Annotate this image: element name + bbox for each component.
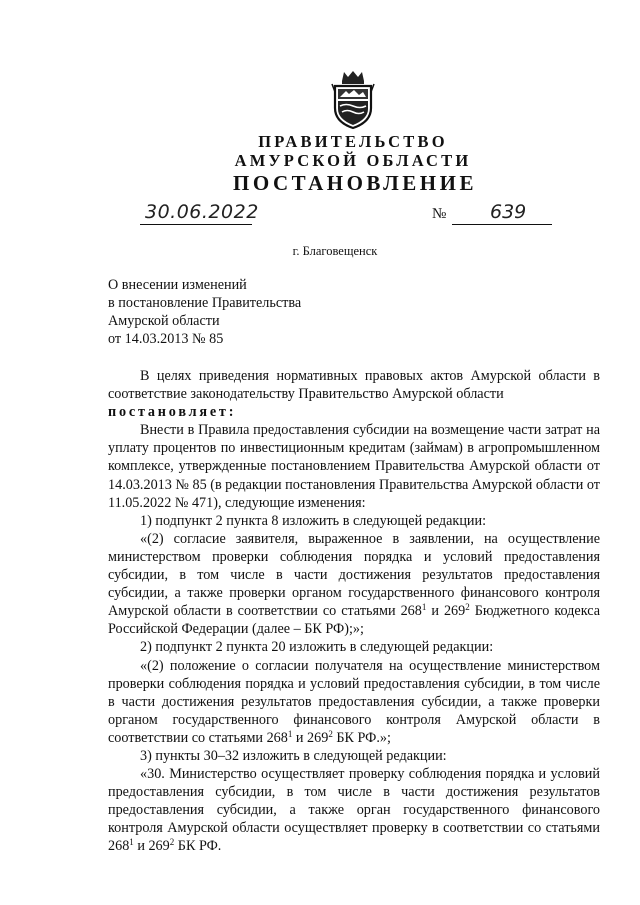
item-2-text-part: и 269 — [292, 729, 329, 746]
item-3-heading: 3) пункты 30–32 изложить в следующей редакции: — [140, 747, 447, 764]
subject-line: в постановление Правительства — [108, 295, 302, 311]
date-underline — [140, 224, 252, 225]
item-1-text — [108, 530, 600, 639]
number-sign: № — [432, 206, 447, 222]
handwritten-date: 30.06.2022 — [145, 201, 259, 223]
amendment-paragraph: Внести в Правила предоставления субсидии на возмещение части затрат на уплату процентов по инвестиционным кредитам (займам) в агропромышленном комплексе, утвержденные постановлением Правительства Амурской области от 14.03.2013 № 85 (в редакции постановления Правительства Амурской области от 11.05.2022 № 471), следующие изменения: — [108, 422, 600, 511]
item-1-heading: 1) подпункт 2 пункта 8 изложить в следующей редакции: — [140, 512, 487, 529]
item-1-text-part: Бюджетного кодекса Российской Федерации (далее – БК РФ);»; — [108, 603, 601, 638]
handwritten-number: 639 — [490, 201, 527, 223]
subject-line: О внесении изменений — [108, 277, 247, 293]
item-1-text-part: и 269 — [426, 603, 466, 620]
superscript: 1 — [421, 602, 427, 613]
superscript: 2 — [169, 837, 175, 848]
document-subject — [108, 276, 368, 348]
decree-word: постановляет: — [108, 404, 237, 421]
document-type-title: ПОСТАНОВЛЕНИЕ — [233, 171, 477, 195]
item-1-text-part: «(2) согласие заявителя, выраженное в заявлении, на осуществление министерством проверки соблюдения порядка и условий предоставления субсидии, в том числе в части достижения результатов предоставления субсидии, а также проверки органом государственного финансового контроля Амурской области в соответствии со статьями 268 — [108, 530, 600, 620]
item-3-text-part: БК РФ. — [174, 838, 222, 855]
superscript: 2 — [465, 602, 470, 613]
intro-paragraph: В целях приведения нормативных правовых актов Амурской области в соответствие законодательству Правительство Амурской области — [108, 368, 600, 403]
item-2-text — [108, 657, 600, 747]
subject-line: от 14.03.2013 № 85 — [108, 331, 224, 347]
item-3-text — [108, 765, 600, 855]
subject-line: Амурской области — [108, 313, 220, 329]
number-underline — [452, 224, 552, 225]
government-name-line-2: АМУРСКОЙ ОБЛАСТИ — [234, 151, 472, 170]
item-3-text-part: и 269 — [133, 838, 170, 855]
item-2-heading: 2) подпункт 2 пункта 20 изложить в следующей редакции: — [140, 639, 494, 656]
superscript: 1 — [129, 837, 134, 848]
item-3-text-part: «30. Министерство осуществляет проверку соблюдения порядка и условий предоставления субсидии, в том числе в части достижения результатов предоставления субсидии, а также орган государственного финансового контроля Амурской области осуществляет проверку в соответствии со статьями 268 — [108, 766, 600, 855]
item-2-text-part: БК РФ.»; — [332, 729, 391, 746]
superscript: 2 — [328, 728, 333, 739]
coat-of-arms-emblem-icon — [330, 68, 376, 130]
document-body — [108, 367, 600, 856]
government-name-line-1: ПРАВИТЕЛЬСТВО — [258, 132, 448, 151]
item-2-text-part: «(2) положение о согласии получателя на осуществление министерством проверки соблюдения порядка и условий предоставления субсидии, в том числе в части достижения результатов предоставления субсидии, а также проверки органом государственного финансового контроля Амурской области в соответствии со статьями 268 — [108, 657, 600, 746]
superscript: 1 — [287, 728, 293, 739]
city-name: г. Благовещенск — [292, 244, 378, 258]
